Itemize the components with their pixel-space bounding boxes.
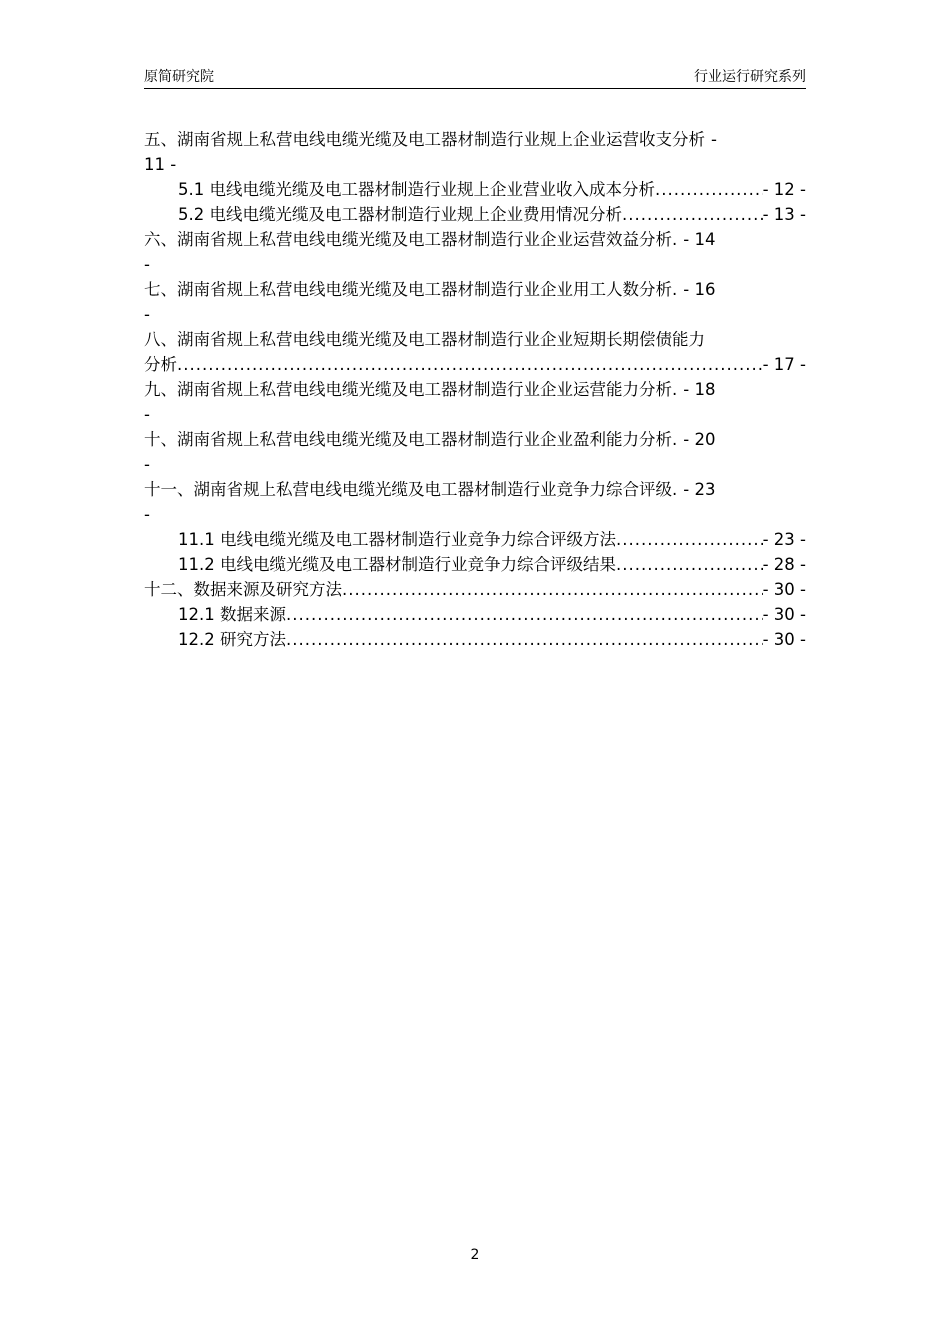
toc-entry-title: 九、湖南省规上私营电线电缆光缆及电工器材制造行业企业运营能力分析. <box>144 380 678 399</box>
toc-dot-leader <box>342 577 763 602</box>
toc-entry-12[interactable] <box>144 577 806 602</box>
toc-entry-title: 六、湖南省规上私营电线电缆光缆及电工器材制造行业企业运营效益分析. <box>144 230 678 249</box>
toc-entry-title: 五、湖南省规上私营电线电缆光缆及电工器材制造行业规上企业运营收支分析 <box>144 130 705 149</box>
table-of-contents <box>144 127 806 652</box>
toc-entry-page: - 20 <box>683 430 716 449</box>
toc-entry-page: - 30 - <box>762 630 806 649</box>
toc-entry-9[interactable] <box>144 377 806 402</box>
toc-entry-title: 八、湖南省规上私营电线电缆光缆及电工器材制造行业企业短期长期偿债能力 <box>144 330 705 349</box>
toc-entry-page: - 30 - <box>762 605 806 624</box>
toc-entry-wrap: - <box>144 455 150 474</box>
toc-dot-leader <box>286 627 763 652</box>
toc-entry-5[interactable] <box>144 127 806 152</box>
toc-entry-page: - 18 <box>683 380 716 399</box>
toc-entry-page: - 12 - <box>762 180 806 199</box>
toc-entry-page: - 16 <box>683 280 716 299</box>
toc-dot-leader <box>286 602 763 627</box>
toc-entry-page: - 28 - <box>762 555 806 574</box>
toc-entry-page: - <box>711 130 717 149</box>
toc-entry-8-continued[interactable] <box>144 352 806 377</box>
toc-entry-page: - 23 - <box>762 530 806 549</box>
toc-entry-wrap: - <box>144 255 150 274</box>
toc-entry-11[interactable] <box>144 477 806 502</box>
toc-entry-12-2[interactable] <box>144 627 806 652</box>
toc-dot-leader <box>622 202 763 227</box>
toc-dot-leader <box>616 527 763 552</box>
toc-entry-11-2[interactable] <box>144 552 806 577</box>
header-series-name: 行业运行研究系列 <box>694 69 806 85</box>
toc-entry-page: - 14 <box>683 230 716 249</box>
toc-entry-title: 11.1 电线电缆光缆及电工器材制造行业竞争力综合评级方法 <box>178 530 616 549</box>
toc-entry-wrap: - <box>144 505 150 524</box>
toc-entry-title: 11.2 电线电缆光缆及电工器材制造行业竞争力综合评级结果 <box>178 555 616 574</box>
toc-entry-6[interactable] <box>144 227 806 252</box>
toc-entry-title: 十二、数据来源及研究方法 <box>144 580 342 599</box>
toc-dot-leader <box>616 552 763 577</box>
toc-dot-leader <box>655 177 763 202</box>
toc-entry-7[interactable] <box>144 277 806 302</box>
toc-entry-page: - 17 - <box>762 355 806 374</box>
toc-entry-title-wrap: 分析 <box>144 355 177 374</box>
toc-entry-title: 十、湖南省规上私营电线电缆光缆及电工器材制造行业企业盈利能力分析. <box>144 430 678 449</box>
toc-entry-5-1[interactable] <box>144 177 806 202</box>
page-number: 2 <box>470 1247 480 1263</box>
toc-entry-wrap: 11 - <box>144 155 177 174</box>
toc-entry-page: - 23 <box>683 480 716 499</box>
toc-entry-title: 12.2 研究方法 <box>178 630 286 649</box>
header-org-name: 原简研究院 <box>144 69 214 85</box>
page-header <box>144 66 806 89</box>
toc-entry-title: 5.1 电线电缆光缆及电工器材制造行业规上企业营业收入成本分析 <box>178 180 655 199</box>
toc-entry-title: 5.2 电线电缆光缆及电工器材制造行业规上企业费用情况分析 <box>178 205 622 224</box>
toc-entry-12-1[interactable] <box>144 602 806 627</box>
toc-entry-wrap: - <box>144 405 150 424</box>
toc-entry-11-1[interactable] <box>144 527 806 552</box>
toc-entry-wrap: - <box>144 305 150 324</box>
toc-entry-title: 七、湖南省规上私营电线电缆光缆及电工器材制造行业企业用工人数分析. <box>144 280 678 299</box>
toc-entry-page: - 30 - <box>762 580 806 599</box>
toc-dot-leader <box>177 352 763 377</box>
toc-entry-8[interactable] <box>144 327 806 352</box>
toc-entry-5-2[interactable] <box>144 202 806 227</box>
toc-entry-10[interactable] <box>144 427 806 452</box>
toc-entry-page: - 13 - <box>762 205 806 224</box>
toc-entry-title: 12.1 数据来源 <box>178 605 286 624</box>
toc-entry-title: 十一、湖南省规上私营电线电缆光缆及电工器材制造行业竞争力综合评级. <box>144 480 678 499</box>
